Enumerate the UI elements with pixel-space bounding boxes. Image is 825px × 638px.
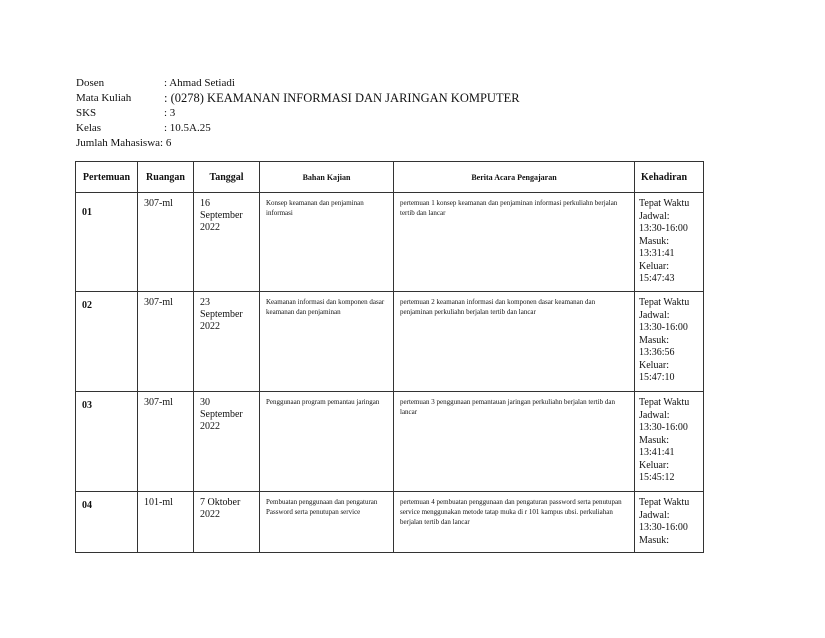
cell-tanggal [194, 392, 260, 492]
sks-value: : 3 [164, 107, 176, 119]
table-header-row [76, 162, 704, 193]
bahan-kajian-text: Pembuatan penggunaan dan pengaturan Password serta penutupan service [266, 498, 378, 516]
kelas-label: Kelas [76, 122, 102, 134]
kehadiran-line: 13:31:41 [639, 248, 675, 259]
jumlah-label: Jumlah Mahasiswa [76, 137, 161, 149]
tanggal-line: 23 [200, 297, 210, 308]
pertemuan-number: 01 [82, 207, 92, 218]
header-bahan-kajian: Bahan Kajian [260, 162, 394, 193]
kehadiran-line: 15:47:10 [639, 372, 675, 383]
tanggal-line: 2022 [200, 222, 220, 233]
cell-berita-acara [394, 492, 635, 553]
tanggal-line: 7 Oktober [200, 497, 241, 508]
kehadiran-line: 13:30-16:00 [639, 522, 688, 533]
tanggal-line: September [200, 309, 243, 320]
attendance-table [75, 161, 704, 553]
kehadiran-line: Masuk: [639, 334, 669, 346]
cell-ruangan [138, 392, 194, 492]
info-row-sks [76, 106, 520, 121]
cell-bahan-kajian [260, 193, 394, 292]
kehadiran-line: 13:41:41 [639, 447, 675, 458]
kehadiran-line: 15:47:43 [639, 273, 675, 284]
kehadiran-line: Jadwal: [639, 509, 670, 521]
dosen-value: : Ahmad Setiadi [164, 77, 235, 89]
table-row [76, 492, 704, 553]
kehadiran-line: Jadwal: [639, 309, 670, 321]
pertemuan-number: 02 [82, 300, 92, 311]
kehadiran-line: Masuk: [639, 434, 669, 446]
kelas-value: : 10.5A.25 [164, 122, 211, 134]
tanggal-line: 2022 [200, 421, 220, 432]
cell-kehadiran [635, 292, 704, 392]
sks-label: SKS [76, 107, 97, 119]
cell-bahan-kajian [260, 392, 394, 492]
bahan-kajian-text: Penggunaan program pemantau jaringan [266, 398, 380, 406]
cell-bahan-kajian [260, 492, 394, 553]
header-ruangan: Ruangan [138, 162, 194, 193]
course-info [76, 76, 520, 151]
cell-berita-acara [394, 392, 635, 492]
berita-acara-text: pertemuan 4 pembuatan penggunaan dan pengaturan password serta penutupan service menggunakan metode tatap muka di r 101 kampus ubsi. perkuliahan berjalan tertib dan lancar [400, 498, 622, 526]
cell-pertemuan [76, 292, 138, 392]
cell-berita-acara [394, 292, 635, 392]
table-row [76, 292, 704, 392]
cell-kehadiran [635, 492, 704, 553]
kehadiran-line: Tepat Waktu [639, 297, 690, 308]
cell-bahan-kajian [260, 292, 394, 392]
kehadiran-line: 13:30-16:00 [639, 422, 688, 433]
bahan-kajian-text: Keamanan informasi dan komponen dasar keamanan dan penjaminan [266, 298, 385, 316]
tanggal-line: September [200, 210, 243, 221]
tanggal-line: September [200, 409, 243, 420]
cell-kehadiran [635, 193, 704, 292]
kehadiran-line: Tepat Waktu [639, 497, 690, 508]
berita-acara-text: pertemuan 2 keamanan informasi dan komponen dasar keamanan dan penjaminan perkuliahn berjalan tertib dan lancar [400, 298, 596, 316]
matkul-value: : (0278) KEAMANAN INFORMASI DAN JARINGAN KOMPUTER [164, 91, 520, 105]
jumlah-value: : 6 [160, 137, 172, 149]
kehadiran-line: Tepat Waktu [639, 397, 690, 408]
ruangan-value: 307-ml [144, 297, 173, 308]
bahan-kajian-text: Konsep keamanan dan penjaminan informasi [266, 199, 364, 217]
cell-tanggal [194, 492, 260, 553]
tanggal-line: 2022 [200, 321, 220, 332]
cell-pertemuan [76, 392, 138, 492]
matkul-label: Mata Kuliah [76, 92, 132, 104]
ruangan-value: 307-ml [144, 397, 173, 408]
info-row-dosen [76, 76, 520, 91]
cell-tanggal [194, 193, 260, 292]
kehadiran-line: 13:36:56 [639, 347, 675, 358]
ruangan-value: 101-ml [144, 497, 173, 508]
header-tanggal: Tanggal [194, 162, 260, 193]
tanggal-line: 16 [200, 198, 210, 209]
cell-pertemuan [76, 193, 138, 292]
kehadiran-line: 15:45:12 [639, 472, 675, 483]
berita-acara-text: pertemuan 3 penggunaan pemantauan jaringan perkuliahn berjalan tertib dan lancar [400, 398, 615, 416]
kehadiran-line: 13:30-16:00 [639, 223, 688, 234]
kehadiran-line: Masuk: [639, 235, 669, 247]
cell-berita-acara [394, 193, 635, 292]
tanggal-line: 30 [200, 397, 210, 408]
cell-kehadiran [635, 392, 704, 492]
table-row [76, 193, 704, 292]
cell-ruangan [138, 193, 194, 292]
header-berita-acara: Berita Acara Pengajaran [394, 162, 635, 193]
berita-acara-text: pertemuan 1 konsep keamanan dan penjaminan informasi perkuliahn berjalan tertib dan lancar [400, 199, 618, 217]
kehadiran-line: Jadwal: [639, 409, 670, 421]
cell-ruangan [138, 492, 194, 553]
kehadiran-line: Jadwal: [639, 210, 670, 222]
kehadiran-line: Keluar: [639, 459, 669, 471]
cell-tanggal [194, 292, 260, 392]
pertemuan-number: 04 [82, 500, 92, 511]
pertemuan-number: 03 [82, 400, 92, 411]
cell-pertemuan [76, 492, 138, 553]
header-pertemuan: Pertemuan [76, 162, 138, 193]
kehadiran-line: Tepat Waktu [639, 198, 690, 209]
info-row-matkul [76, 91, 520, 106]
ruangan-value: 307-ml [144, 198, 173, 209]
dosen-label: Dosen [76, 77, 105, 89]
header-kehadiran: Kehadiran [635, 162, 704, 193]
tanggal-line: 2022 [200, 509, 220, 520]
kehadiran-line: Keluar: [639, 359, 669, 371]
table-row [76, 392, 704, 492]
info-row-kelas [76, 121, 520, 136]
kehadiran-line: Masuk: [639, 534, 669, 546]
kehadiran-line: Keluar: [639, 260, 669, 272]
info-row-jumlah [76, 136, 520, 151]
cell-ruangan [138, 292, 194, 392]
kehadiran-line: 13:30-16:00 [639, 322, 688, 333]
